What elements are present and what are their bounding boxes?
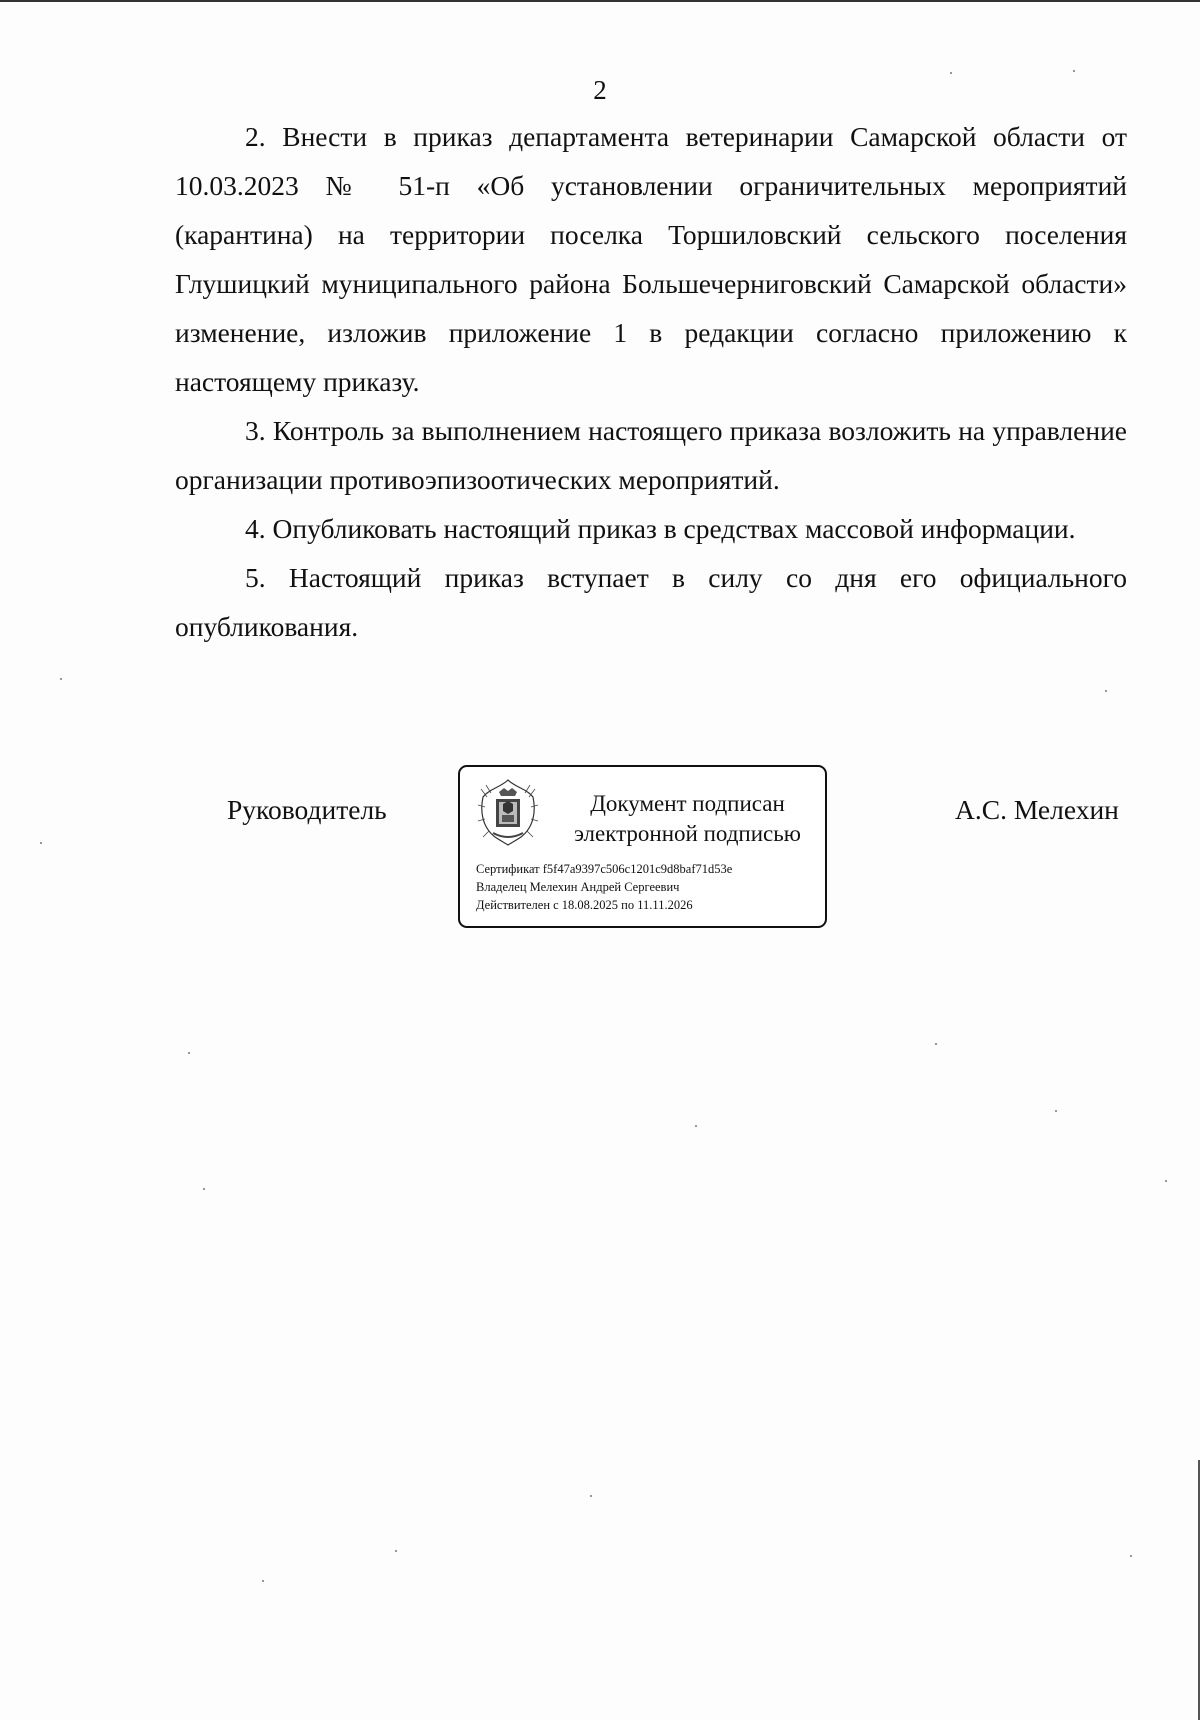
scan-speck — [60, 678, 62, 680]
scan-speck — [188, 1052, 190, 1054]
scan-speck — [1165, 1180, 1167, 1182]
stamp-heading — [555, 789, 820, 849]
scan-speck — [203, 1188, 205, 1190]
scan-speck — [1105, 690, 1107, 692]
page-number: 2 — [593, 75, 607, 105]
scan-speck — [262, 1580, 264, 1582]
signer-position: Руководитель — [227, 794, 387, 825]
electronic-signature-stamp — [458, 765, 827, 928]
scan-speck — [395, 1550, 397, 1552]
scan-speck — [935, 1043, 937, 1045]
scan-speck — [1073, 70, 1075, 72]
signature-block — [0, 765, 1200, 935]
scan-speck — [1055, 1110, 1057, 1112]
paragraph-item-2: 2. Внести в приказ департамента ветеринарии Самарской области от 10.03.2023 № 51-п «Об установлении ограничительных мероприятий (карантина) на территории поселка Торшиловский сельского поселения Глушицкий муниципального района Большечерниговский Самарской области» изменение, изложив приложение 1 в редакции согласно приложению к настоящему приказу. — [175, 121, 1127, 397]
certificate-validity: Действителен с 18.08.2025 по 11.11.2026 — [476, 898, 693, 912]
signer-name: А.С. Мелехин — [955, 794, 1119, 825]
paragraph-item-3: 3. Контроль за выполнением настоящего приказа возложить на управление организации противоэпизоотических мероприятий. — [175, 415, 1127, 495]
certificate-owner: Владелец Мелехин Андрей Сергеевич — [476, 880, 680, 894]
coat-of-arms-icon — [477, 777, 539, 847]
scan-speck — [950, 72, 952, 74]
stamp-heading-line-1: Документ подписан — [590, 791, 785, 816]
certificate-number: Сертификат f5f47a9397c506c1201c9d8baf71d53e — [476, 862, 733, 876]
scan-speck — [40, 842, 42, 844]
stamp-details — [476, 860, 821, 914]
scan-speck — [590, 1495, 592, 1497]
paragraph-item-5: 5. Настоящий приказ вступает в силу со дня его официального опубликования. — [175, 562, 1127, 642]
scan-speck — [1130, 1555, 1132, 1557]
stamp-heading-line-2: электронной подписью — [574, 821, 801, 846]
order-body — [175, 112, 1127, 651]
top-scan-edge — [0, 0, 1200, 2]
scan-speck — [695, 1125, 697, 1127]
paragraph-item-4: 4. Опубликовать настоящий приказ в средствах массовой информации. — [245, 513, 1076, 544]
